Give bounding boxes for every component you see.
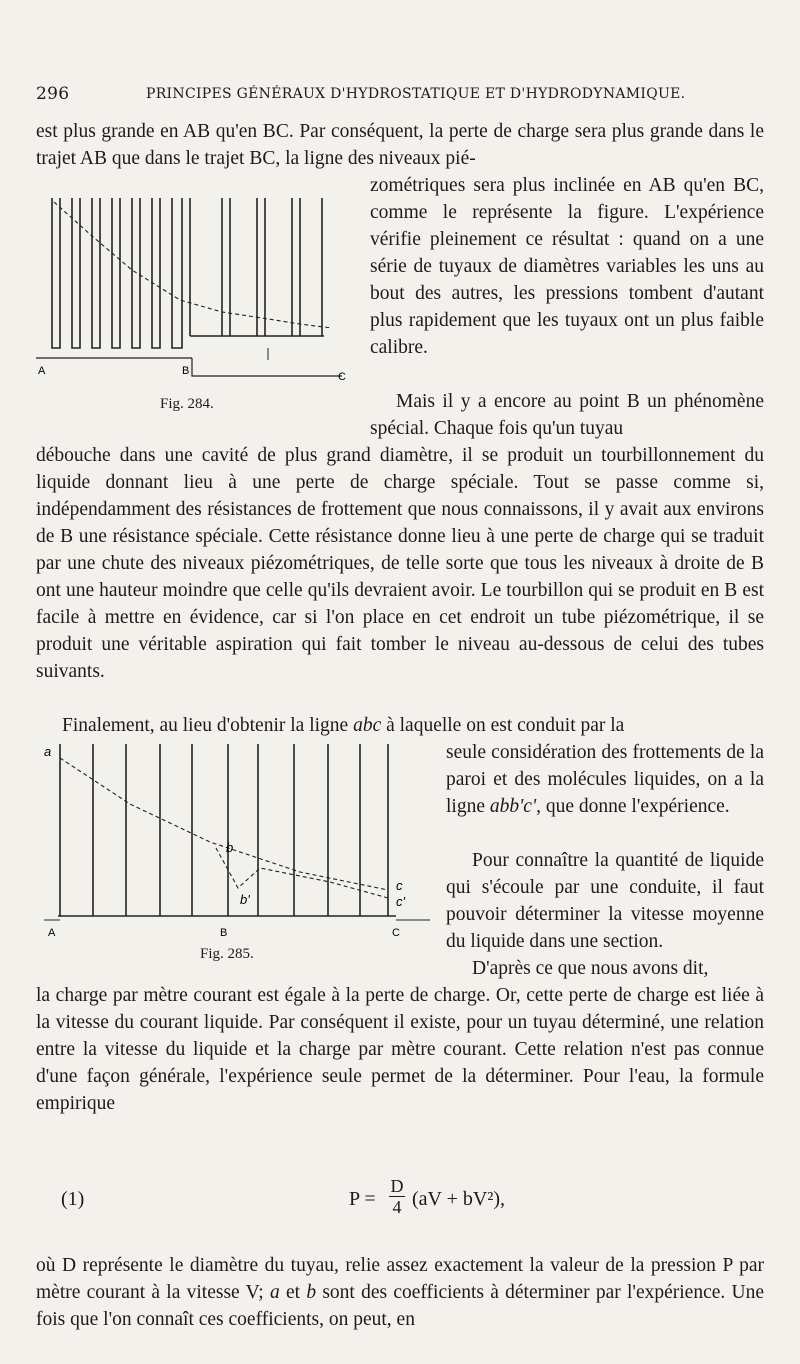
formula-fraction bbox=[389, 1176, 405, 1217]
paragraph-2-side: Mais il y a encore au point B un phénomène spécial. Chaque fois qu'un tuyau bbox=[370, 391, 764, 439]
figure-284-drawing bbox=[32, 188, 362, 388]
page-number: 296 bbox=[36, 84, 70, 104]
paragraph-3-full: Finalement, au lieu d'obtenir la ligne abc à laquelle on est conduit par la bbox=[62, 715, 625, 736]
paragraph-5-full: la charge par mètre courant est égale à la perte de charge. Or, cette perte de charge est liée à la vitesse du courant liquide. Par conséquent il existe, pour un tuyau déterminé, une relation entre la vitesse du liquide et la charge par mètre courant. Cette relation n'est pas connue d'une façon générale, l'expérience seule permet de la déterminer. Pour l'eau, la formule empirique bbox=[36, 985, 764, 1114]
label-A: A bbox=[38, 365, 46, 377]
line-abc bbox=[60, 758, 388, 890]
paragraph-3-side: seule considération des frottements de la paroi et des molécules liquides, on a la ligne abb'c', que donne l'expérience. bbox=[446, 742, 764, 817]
paragraph-2-full: débouche dans une cavité de plus grand diamètre, il se produit un tourbillonnement du liquide donnant lieu à une perte de charge spéciale. Tout se passe comme si, indépendamment des résistances de frottement que nous connaissons, il y avait aux environs de B une résistance spéciale. Cette résistance donne lieu à une perte de charge qui se traduit par une chute des niveaux piézométriques, de telle sorte que tous les niveaux à droite de B ont une hauteur moindre que celle qu'ils devraient avoir. Le tourbillon qui se produit en B est facile à mettre en évidence, car si l'on place en cet endroit un tube piézométrique, il se produit une véritable aspiration qui fait tomber le niveau au-dessous de celui des tubes suivants. bbox=[36, 445, 764, 682]
paragraph-5-side: D'après ce que nous avons dit, bbox=[472, 958, 709, 979]
pipe-tube bbox=[72, 198, 80, 348]
figure-284-caption: Fig. 284. bbox=[160, 396, 214, 412]
pipe-tube bbox=[112, 198, 120, 348]
pipe-tube bbox=[152, 198, 160, 348]
formula-numerator: D bbox=[390, 1176, 404, 1196]
figure-284 bbox=[32, 188, 362, 388]
baseline-bc bbox=[192, 358, 342, 376]
label-b-prime: b' bbox=[240, 892, 250, 907]
page-header bbox=[36, 84, 760, 108]
label-B: B bbox=[182, 365, 190, 377]
line-abbc bbox=[216, 848, 388, 898]
label-A: A bbox=[48, 927, 56, 939]
label-a: a bbox=[44, 744, 52, 759]
paragraph-4-side: Pour connaître la quantité de liquide qui s'écoule par une conduite, il faut pouvoir déterminer la vitesse moyenne du liquide dans une section. bbox=[446, 850, 764, 952]
pipe-tube bbox=[172, 198, 182, 348]
formula-1 bbox=[36, 1176, 766, 1236]
formula-rhs: (aV + bV²), bbox=[412, 1188, 505, 1210]
label-b: b bbox=[226, 840, 234, 855]
pipe-tube bbox=[92, 198, 100, 348]
label-c: c bbox=[396, 878, 403, 893]
pipe-tube bbox=[52, 198, 60, 348]
equation-number: (1) bbox=[61, 1188, 85, 1210]
label-C: C bbox=[392, 927, 400, 939]
paragraph-1-full: est plus grande en AB qu'en BC. Par conséquent, la perte de charge sera plus grande dans le trajet AB que dans le trajet BC, la ligne des niveaux pié- bbox=[36, 121, 764, 169]
formula-lhs: P = bbox=[349, 1188, 376, 1210]
paragraph-1-side: zométriques sera plus inclinée en AB qu'en BC, comme le représente la figure. L'expérience vérifie pleinement ce résultat : quand on a une série de tuyaux de diamètres variables les uns au bout des autres, les pressions tombent d'autant plus rapidement que les tuyaux ont un plus faible calibre. bbox=[370, 175, 764, 358]
running-title: PRINCIPES GÉNÉRAUX D'HYDROSTATIQUE ET D'HYDRODYNAMIQUE. bbox=[146, 86, 686, 102]
figure-285-drawing bbox=[30, 740, 446, 940]
figure-285-caption: Fig. 285. bbox=[200, 946, 254, 962]
formula-denominator: 4 bbox=[392, 1197, 402, 1217]
figure-285 bbox=[30, 740, 446, 940]
piezometric-line bbox=[54, 202, 332, 328]
label-C: C bbox=[338, 371, 346, 383]
label-c-prime: c' bbox=[396, 894, 405, 909]
label-B: B bbox=[220, 927, 228, 939]
paragraph-6-full: où D représente le diamètre du tuyau, relie assez exactement la valeur de la pression P par mètre courant à la vitesse V; a et b sont des coefficients à déterminer par l'expérience. Une fois que l'on connaît ces coefficients, on peut, en bbox=[36, 1255, 765, 1330]
